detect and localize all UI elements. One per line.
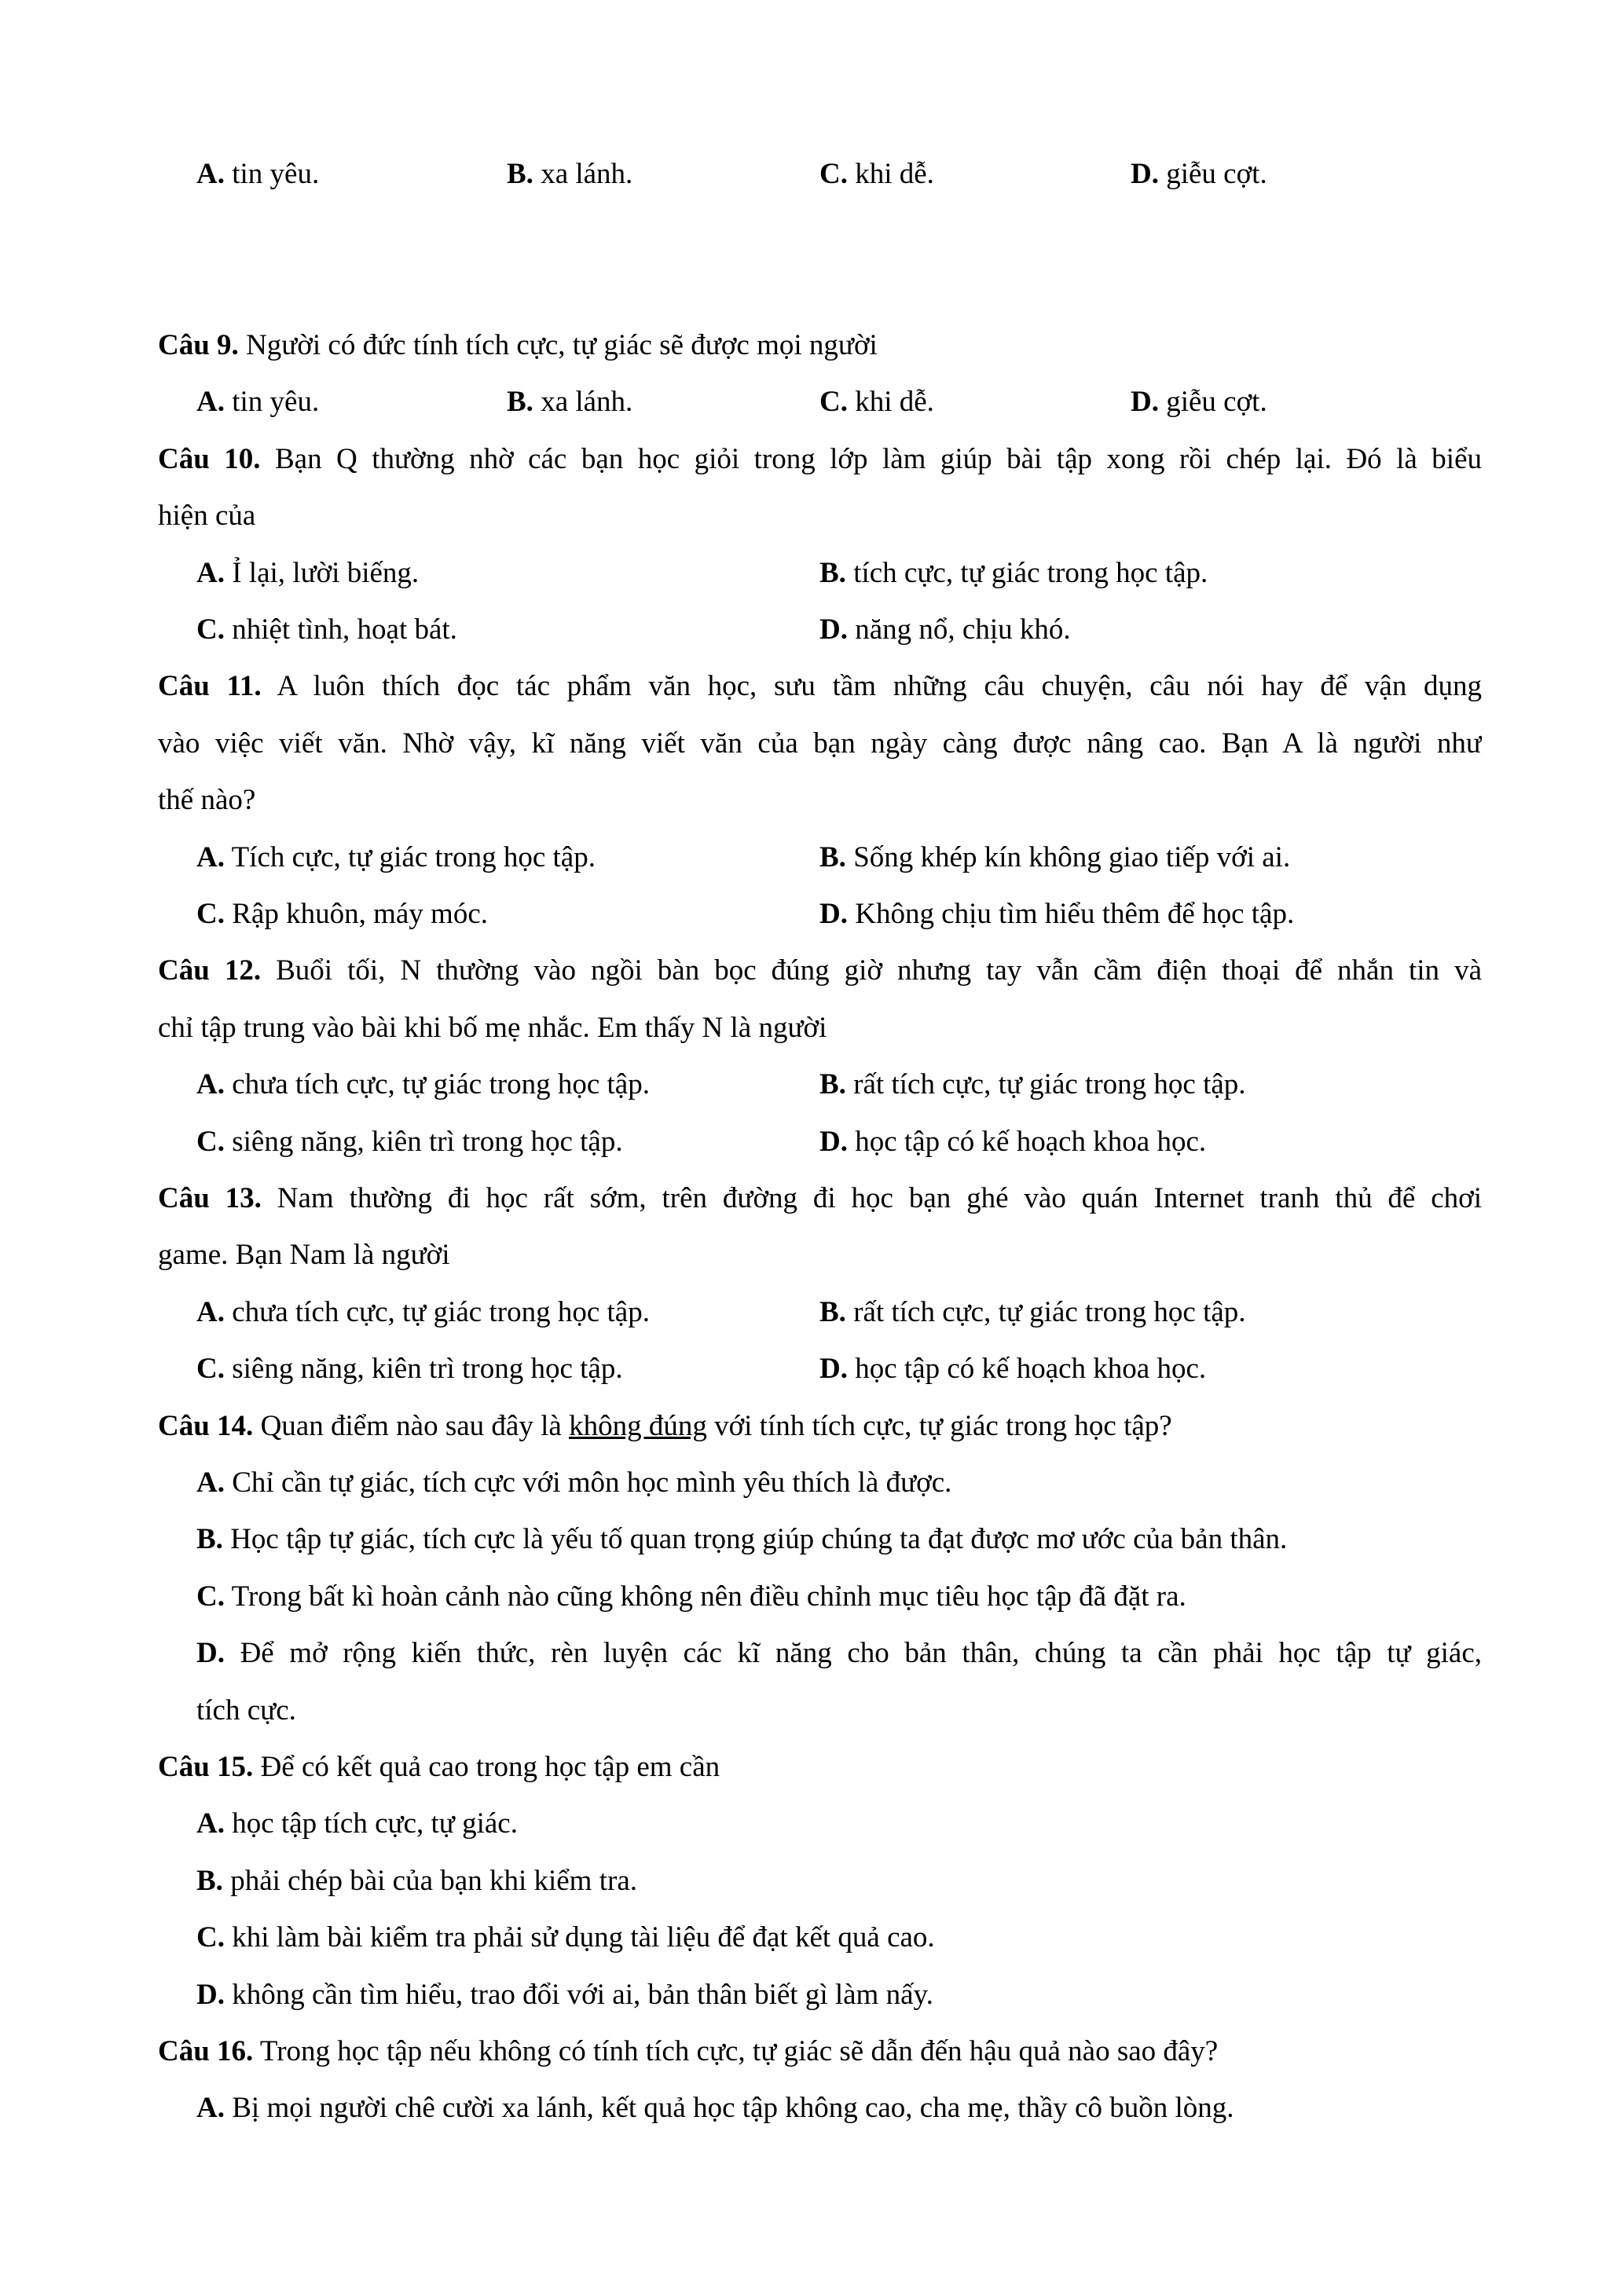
- option-label: D.: [196, 1978, 225, 2011]
- option-text: học tập tích cực, tự giác.: [232, 1807, 518, 1840]
- option-d: [196, 1683, 1482, 1739]
- stem-text: A luôn thích đọc tác phẩm văn học, sưu tầm những câu chuyện, câu nói hay để vận dụng: [261, 670, 1482, 703]
- option-label: D.: [196, 1637, 225, 1670]
- option-text: chưa tích cực, tự giác trong học tập.: [232, 1295, 650, 1328]
- question-stem: [158, 772, 1482, 829]
- question-stem: [158, 716, 1482, 772]
- stem-text: Người có đức tính tích cực, tự giác sẽ được mọi người: [238, 329, 878, 361]
- option-label: A.: [196, 1807, 225, 1840]
- stem-text: Nam thường đi học rất sớm, trên đường đi học bạn ghé vào quán Internet tranh thủ để chơi: [261, 1182, 1482, 1214]
- option-b: [819, 1056, 1246, 1113]
- option-label: C.: [196, 1125, 225, 1158]
- option-a: [196, 829, 596, 886]
- option-label: D.: [819, 613, 848, 646]
- text-line: [158, 602, 1482, 658]
- option-text: tích cực, tự giác trong học tập.: [853, 556, 1208, 589]
- option-text: phải chép bài của bạn khi kiểm tra.: [230, 1864, 637, 1897]
- option-text: khi dễ.: [855, 158, 934, 190]
- option-a: [196, 545, 419, 602]
- question-number: Câu 9.: [158, 329, 239, 361]
- option-c: [196, 602, 457, 658]
- option-text: siêng năng, kiên trì trong học tập.: [232, 1125, 623, 1158]
- option-label: C.: [196, 1921, 225, 1954]
- question-number: Câu 11.: [158, 670, 262, 703]
- stem-text: Để có kết quả cao trong học tập em cần: [253, 1751, 720, 1783]
- option-b: [819, 829, 1290, 886]
- question-stem: [158, 658, 1482, 715]
- option-a: [196, 1284, 650, 1341]
- question-number: Câu 14.: [158, 1409, 254, 1442]
- option-label: C.: [196, 613, 225, 646]
- option-label: C.: [196, 1353, 225, 1386]
- option-d: [819, 886, 1294, 943]
- option-c: [196, 1341, 623, 1397]
- option-text: chưa tích cực, tự giác trong học tập.: [232, 1068, 650, 1101]
- option-c: [819, 146, 934, 203]
- text-line: [158, 545, 1482, 602]
- option-text: học tập có kế hoạch khoa học.: [855, 1353, 1207, 1386]
- stem-text: Buổi tối, N thường vào ngồi bàn bọc đúng giờ nhưng tay vẫn cầm điện thoại để nhắn tin và: [261, 954, 1482, 987]
- option-text: Không chịu tìm hiểu thêm để học tập.: [855, 898, 1295, 930]
- option-label: B.: [819, 556, 846, 589]
- option-d: [819, 1114, 1206, 1170]
- stem-text: Quan điểm nào sau đây là: [253, 1409, 570, 1442]
- option-label: D.: [1131, 386, 1159, 419]
- option-text: Rập khuôn, máy móc.: [232, 898, 488, 930]
- option-d: [1131, 146, 1267, 203]
- question-stem: [158, 317, 1482, 374]
- question-stem: [158, 431, 1482, 488]
- option-label: C.: [819, 158, 848, 190]
- option-text: Chỉ cần tự giác, tích cực với môn học mình yêu thích là được.: [232, 1467, 952, 1499]
- question-number: Câu 15.: [158, 1751, 254, 1783]
- question-number: Câu 16.: [158, 2035, 254, 2067]
- option-text: tin yêu.: [232, 386, 320, 419]
- option-text: Trong bất kì hoàn cảnh nào cũng không nên điều chỉnh mục tiêu học tập đã đặt ra.: [231, 1580, 1186, 1613]
- option-text: học tập có kế hoạch khoa học.: [855, 1125, 1207, 1158]
- stem-text: game. Bạn Nam là người: [158, 1239, 450, 1272]
- option-c: [196, 1114, 623, 1170]
- question-number: Câu 12.: [158, 954, 262, 987]
- option-text: tích cực.: [196, 1694, 296, 1727]
- option-label: A.: [196, 556, 225, 589]
- text-line: [158, 374, 1482, 430]
- question-number: Câu 13.: [158, 1182, 262, 1214]
- option-label: C.: [819, 386, 848, 419]
- option-b: [196, 1853, 1482, 1910]
- option-text: khi dễ.: [855, 386, 934, 419]
- stem-text: vào việc viết văn. Nhờ vậy, kĩ năng viết văn của bạn ngày càng được nâng cao. Bạn A là người như: [158, 727, 1482, 760]
- option-text: không cần tìm hiểu, trao đổi với ai, bản thân biết gì làm nấy.: [232, 1978, 933, 2011]
- option-label: B.: [819, 840, 846, 873]
- question-stem: [158, 488, 1482, 544]
- text-line: [158, 886, 1482, 943]
- option-text: Học tập tự giác, tích cực là yếu tố quan trọng giúp chúng ta đạt được mơ ước của bản thân.: [230, 1523, 1288, 1556]
- option-label: A.: [196, 1068, 225, 1101]
- text-line: [158, 1056, 1482, 1113]
- option-label: A.: [196, 2092, 225, 2125]
- option-label: C.: [196, 1580, 225, 1613]
- stem-text: Bạn Q thường nhờ các bạn học giỏi trong lớp làm giúp bài tập xong rồi chép lại. Đó là biểu: [260, 442, 1482, 475]
- text-line: [158, 1341, 1482, 1397]
- question-stem: [158, 1227, 1482, 1283]
- option-text: Sống khép kín không giao tiếp với ai.: [853, 840, 1291, 873]
- option-b: [507, 146, 632, 203]
- option-label: D.: [1131, 158, 1159, 190]
- option-c: [819, 374, 934, 430]
- option-c: [196, 886, 488, 943]
- option-text: Để mở rộng kiến thức, rèn luyện các kĩ năng cho bản thân, chúng ta cần phải học tập tự giác,: [240, 1637, 1482, 1670]
- option-d: [196, 1967, 1482, 2023]
- option-label: D.: [819, 1125, 848, 1158]
- option-a: [196, 1796, 1482, 1852]
- option-label: A.: [196, 386, 225, 419]
- text-line: [158, 1284, 1482, 1341]
- option-a: [196, 1056, 650, 1113]
- option-text: Tích cực, tự giác trong học tập.: [231, 840, 596, 873]
- text-line: [158, 829, 1482, 886]
- option-text: giễu cợt.: [1166, 386, 1267, 419]
- option-text: giễu cợt.: [1166, 158, 1267, 190]
- option-text: năng nổ, chịu khó.: [855, 613, 1071, 646]
- option-b: [819, 545, 1208, 602]
- option-a: [196, 374, 319, 430]
- option-text: tin yêu.: [232, 158, 320, 190]
- question-number: Câu 10.: [158, 442, 261, 475]
- option-label: B.: [507, 386, 533, 419]
- question-stem: [158, 1170, 1482, 1227]
- option-b: [507, 374, 632, 430]
- option-text: nhiệt tình, hoạt bát.: [232, 613, 457, 646]
- option-label: B.: [196, 1523, 223, 1556]
- option-label: B.: [507, 158, 533, 190]
- option-b: [196, 1511, 1482, 1568]
- stem-underlined: không đúng: [569, 1409, 707, 1442]
- option-label: B.: [819, 1068, 846, 1101]
- stem-text: chỉ tập trung vào bài khi bố mẹ nhắc. Em thấy N là người: [158, 1011, 827, 1044]
- option-text: Ỉ lại, lười biếng.: [232, 556, 420, 589]
- option-b: [819, 1284, 1246, 1341]
- option-label: D.: [819, 1353, 848, 1386]
- stem-text: Trong học tập nếu không có tính tích cực, tự giác sẽ dẫn đến hậu quả nào sao đây?: [253, 2035, 1219, 2067]
- question-stem: [158, 1000, 1482, 1056]
- option-d: [819, 1341, 1206, 1397]
- option-label: D.: [819, 898, 848, 930]
- option-text: xa lánh.: [541, 386, 633, 419]
- question-stem: [158, 943, 1482, 999]
- option-label: A.: [196, 1467, 225, 1499]
- option-a: [196, 146, 319, 203]
- option-text: xa lánh.: [541, 158, 633, 190]
- option-d: [819, 602, 1071, 658]
- option-label: B.: [196, 1864, 223, 1897]
- option-text: khi làm bài kiểm tra phải sử dụng tài liệu để đạt kết quả cao.: [232, 1921, 935, 1954]
- option-label: A.: [196, 1295, 225, 1328]
- stem-text: thế nào?: [158, 784, 256, 817]
- option-label: A.: [196, 158, 225, 190]
- option-text: rất tích cực, tự giác trong học tập.: [853, 1068, 1246, 1101]
- option-text: siêng năng, kiên trì trong học tập.: [232, 1353, 623, 1386]
- option-label: B.: [819, 1295, 846, 1328]
- option-label: C.: [196, 898, 225, 930]
- option-label: A.: [196, 840, 225, 873]
- option-d: [196, 1625, 1482, 1682]
- question-stem: [158, 2023, 1482, 2080]
- question-stem: [158, 1739, 1482, 1796]
- question-stem: [158, 1398, 1482, 1455]
- option-c: [196, 1569, 1482, 1625]
- stem-text: hiện của: [158, 500, 256, 533]
- option-a: [196, 2080, 1482, 2137]
- option-a: [196, 1455, 1482, 1511]
- option-c: [196, 1910, 1482, 1966]
- option-text: Bị mọi người chê cười xa lánh, kết quả học tập không cao, cha mẹ, thầy cô buồn lòng.: [232, 2092, 1234, 2125]
- option-d: [1131, 374, 1267, 430]
- text-line: [158, 1114, 1482, 1170]
- stem-text: với tính tích cực, tự giác trong học tập?: [706, 1409, 1172, 1442]
- text-line: [158, 146, 1482, 203]
- option-text: rất tích cực, tự giác trong học tập.: [853, 1295, 1246, 1328]
